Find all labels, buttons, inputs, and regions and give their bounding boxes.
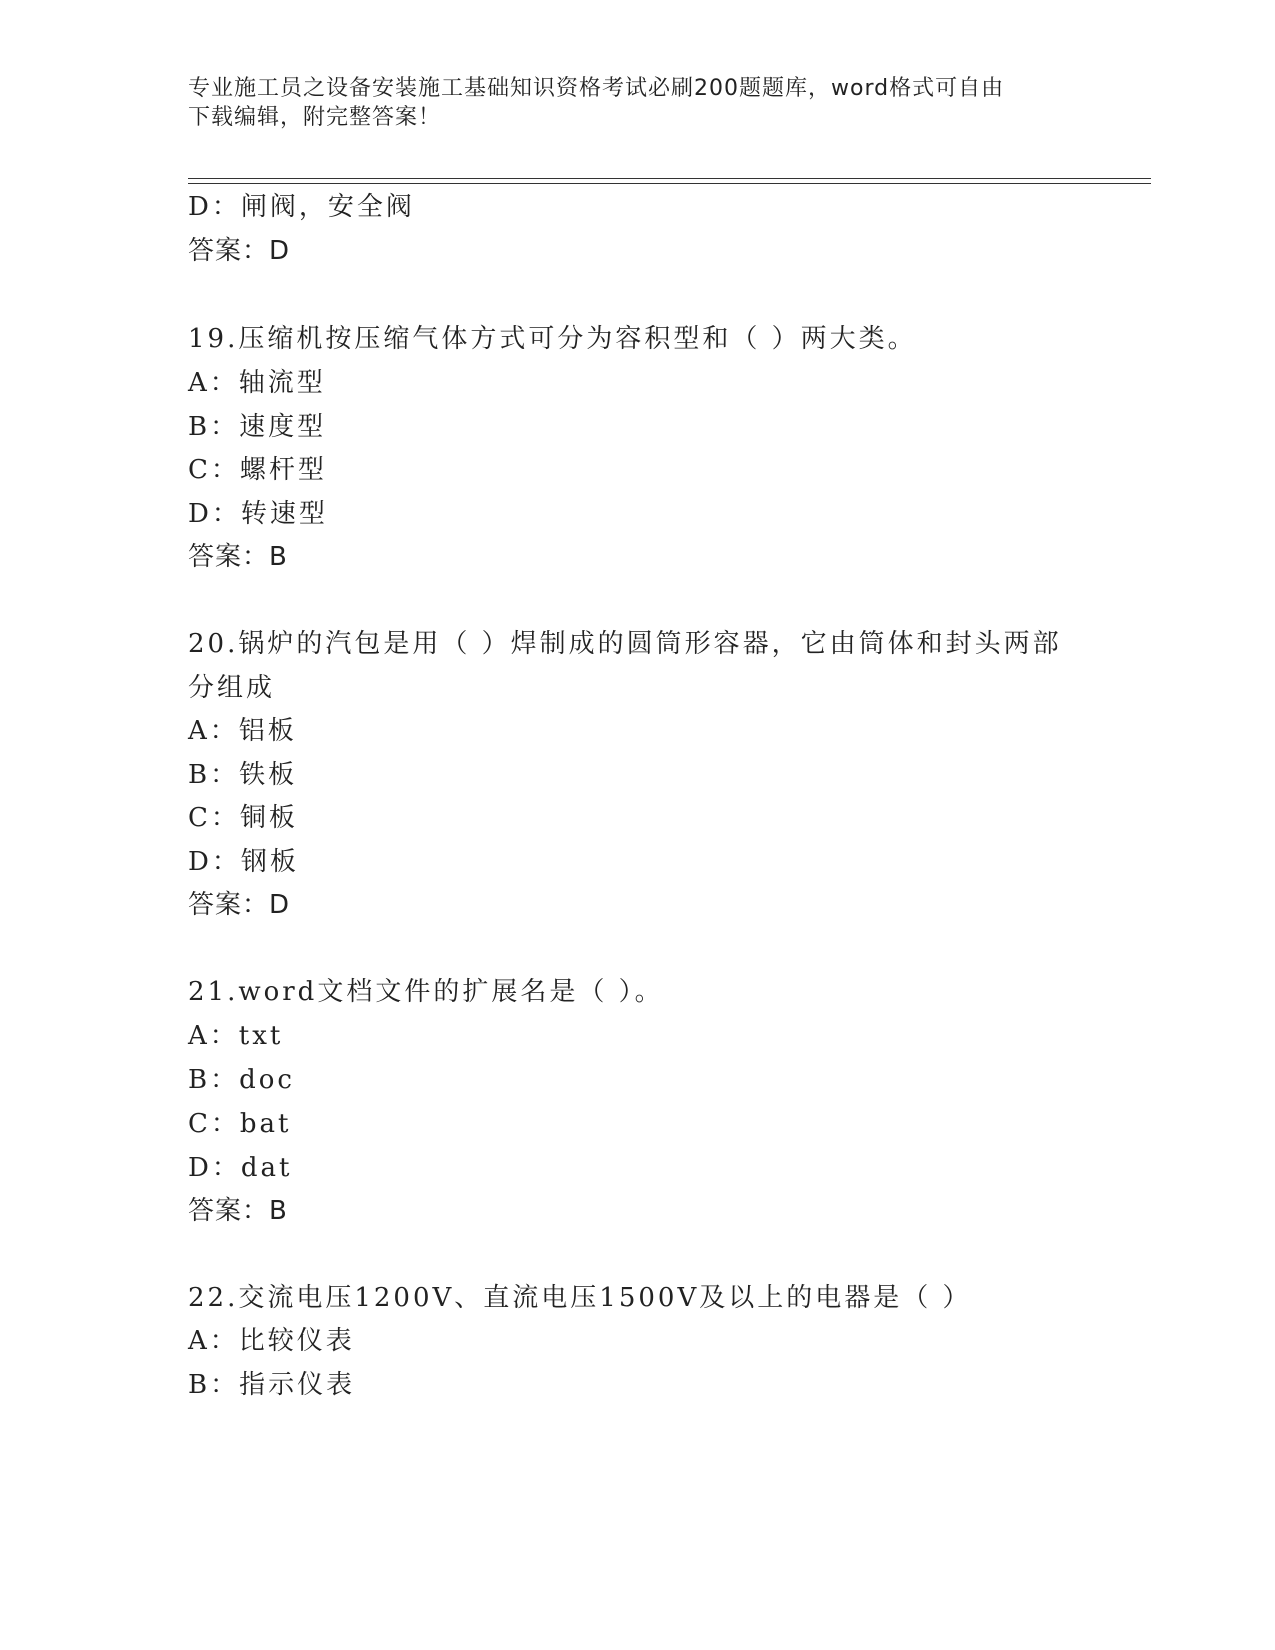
document-header — [188, 74, 1088, 132]
header-divider-bottom — [188, 183, 1151, 184]
prev-option-d: D：闸阀，安全阀 — [188, 192, 415, 222]
question-21-option-c: C：bat — [188, 1109, 292, 1139]
question-20-stem-line-2: 分组成 — [188, 673, 276, 703]
question-20-answer: 答案：D — [188, 890, 291, 920]
question-22-option-a: A：比较仪表 — [188, 1326, 355, 1356]
question-20-option-a: A：铝板 — [188, 716, 297, 746]
question-21-option-a: A：txt — [188, 1021, 284, 1051]
question-21-answer: 答案：B — [188, 1196, 288, 1226]
header-title-line-1: 专业施工员之设备安装施工基础知识资格考试必刷200题题库，word格式可自由 — [188, 76, 1005, 101]
question-19-option-a: A：轴流型 — [188, 368, 326, 398]
question-19-option-d: D：转速型 — [188, 499, 328, 529]
question-19-option-b: B：速度型 — [188, 412, 327, 442]
prev-answer: 答案：D — [188, 236, 291, 266]
question-20-option-c: C：铜板 — [188, 803, 298, 833]
question-21-option-b: B：doc — [188, 1065, 295, 1095]
question-19-option-c: C：螺杆型 — [188, 455, 327, 485]
header-title-line-2: 下载编辑，附完整答案！ — [188, 105, 442, 130]
question-20-option-d: D：钢板 — [188, 847, 299, 877]
question-19-stem: 19.压缩机按压缩气体方式可分为容积型和（ ）两大类。 — [188, 324, 917, 354]
question-22-option-b: B：指示仪表 — [188, 1370, 356, 1400]
header-divider-top — [188, 178, 1151, 179]
question-21-stem: 21.word文档文件的扩展名是（ ）。 — [188, 977, 664, 1007]
question-21-option-d: D：dat — [188, 1153, 293, 1183]
question-20-stem-line-1: 20.锅炉的汽包是用（ ）焊制成的圆筒形容器，它由筒体和封头两部 — [188, 629, 1062, 659]
question-22-stem: 22.交流电压1200V、直流电压1500V及以上的电器是（ ） — [188, 1283, 972, 1313]
question-20-option-b: B：铁板 — [188, 760, 298, 790]
question-19-answer: 答案：B — [188, 542, 288, 572]
